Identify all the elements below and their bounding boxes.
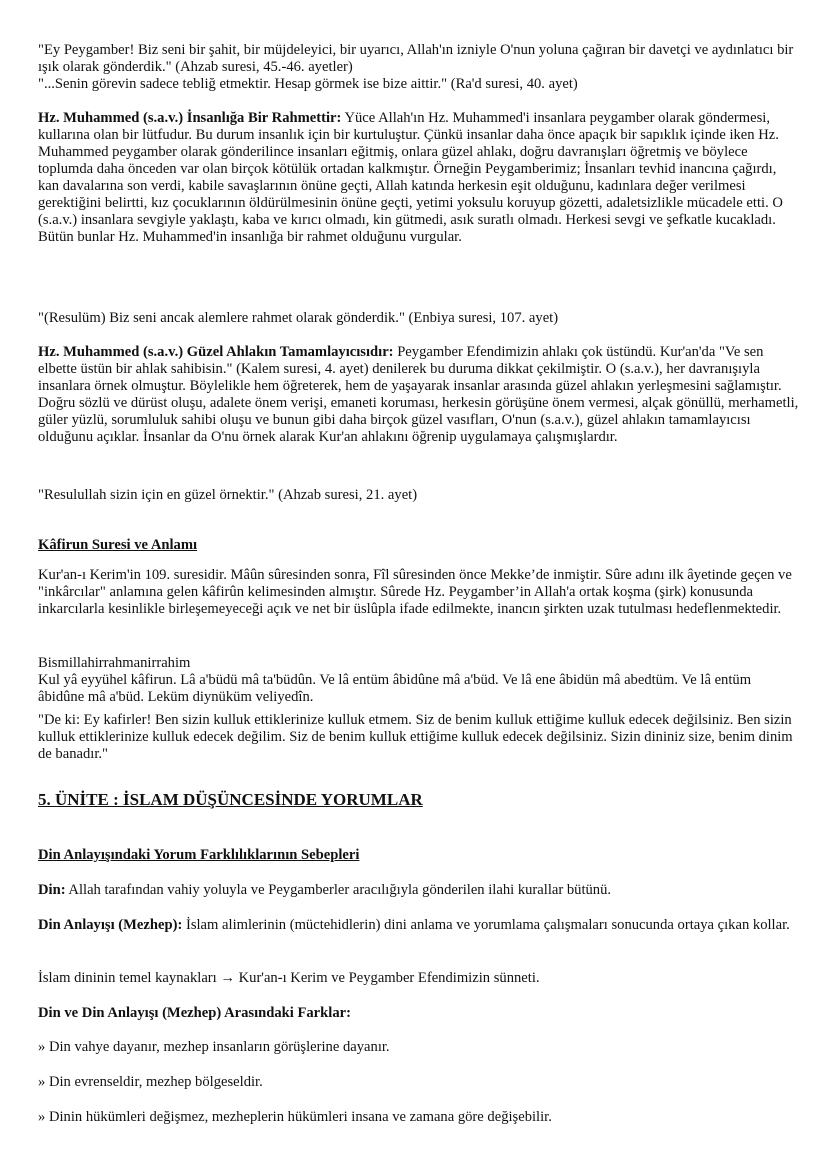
quote-ahzab-21: "Resulullah sizin için en güzel örnektir." (Ahzab suresi, 21. ayet) (38, 487, 418, 503)
quote-rad-40: "...Senin görevin sadece tebliğ etmektir. Hesap görmek ise bize aittir." (Ra'd suresi, 40. ayet) (38, 76, 578, 92)
mezhep-text: İslam alimlerinin (müctehidlerin) dini anlama ve yorumlama çalışmaları sonucunda ortaya çıkan kollar. (182, 917, 790, 933)
sure-arabic-transliteration: Kul yâ eyyühel kâfirun. Lâ a'büdü mâ ta'büdûn. Ve lâ entüm âbidûne mâ a'büd. Ve lâ ene âbidün mâ abedtüm. Ve lâ entüm âbidûne mâ a'büd. Leküm diynüküm veliyedîn. (38, 672, 752, 705)
rahmet-text: Yüce Allah'ın Hz. Muhammed'i insanlara peygamber olarak göndermesi, kullarına olan bir lütfudur. Bu durum insanlık için bir kurtuluştur. Çünkü insanlar daha önce apaçık bir sapıklık içinde iken Hz. Muhammed peygamber olarak gönderilince insanları eğitmiş, onlara güzel ahlakı, doğru davranışları öğretmiş ve böylece toplumda daha önceden var olan birçok kötülük ortadan kalkmıştır. Örneğin Peygamberimiz; İnsanları tevhid inancına çağırdı, kan davalarına son verdi, kabile savaşlarının önüne geçti, Allah katında herkesin eşit olduğunu, kadınlara değer verilmesi gerektiğini belirtti, kız çocuklarının öldürülmesinin önüne geçti, yetimi yoksulu koruyup gözetti, adaletsizlikle mücadele etti. O (s.a.v.) insanlara sevgiyle yaklaştı, kaba ve kırıcı olmadı, kin gütmedi, asık suratlı olmadı. Herkesi sevgi ve şefkatle kucakladı. Bütün bunlar Hz. Muhammed'in insanlığa bir rahmet olduğunu vurgular. (38, 110, 783, 245)
din-text: Allah tarafından vahiy yoluyla ve Peygamberler aracılığıyla gönderilen ilahi kurallar bütünü. (65, 882, 612, 898)
bullet-item: » Dinin hükümleri değişmez, mezheplerin hükümleri insana ve zamana göre değişebilir. (38, 1109, 552, 1125)
sure-meal: "De ki: Ey kafirler! Ben sizin kulluk ettiklerinize kulluk etmem. Siz de benim kulluk ettiğime kulluk edecek değilsiniz. Ben sizin kulluk ettiklerinize kulluk edecek değilim. Siz de benim kulluk ettiğime kulluk edecek değilsiniz. Sizin dininiz size, benim dinim de banadır." (38, 712, 793, 762)
rahmet-title: Hz. Muhammed (s.a.v.) İnsanlığa Bir Rahmettir: (38, 110, 342, 126)
mezhep-title: Din Anlayışı (Mezhep): (38, 917, 183, 933)
ahlak-text: Peygamber Efendimizin ahlakı çok üstündü. Kur'an'da "Ve sen elbette üstün bir ahlak sahibisin." (Kalem suresi, 4. ayet) denilerek bu duruma dikkat çekilmiştir. O (s.a.v.), her davranışıyla insanlara örnek olmuştur. Böylelikle hem öğreterek, hem de yaşayarak insanlar arasında güzel ahlakın yerleşmesini sağlamıştır. Doğru sözlü ve dürüst oluşu, adalete önem verişi, emaneti koruması, herkesin görüşüne önem vermesi, alçak gönüllü, merhametli, güler yüzlü, sorumluluk sahibi oluşu ve bunun gibi daha birçok güzel vasıfları, O'nun (s.a.v.), güzel ahlakın tamamlayıcısı olduğunu açıklar. İnsanlar da O'nu örnek alarak Kur'an ahlakını öğrenip uygulamaya çalışmışlardır. (38, 344, 799, 445)
bullet-item: » Din evrenseldir, mezhep bölgeseldir. (38, 1074, 263, 1090)
paragraph-rahmet (38, 110, 800, 246)
temel-kaynaklar: İslam dininin temel kaynakları → Kur'an-ı Kerim ve Peygamber Efendimizin sünneti. (38, 970, 540, 986)
sebep-heading: Din Anlayışındaki Yorum Farklılıklarının Sebepleri (38, 847, 360, 863)
din-definition (38, 882, 800, 899)
bullet-item: » Din vahye dayanır, mezhep insanların görüşlerine dayanır. (38, 1039, 390, 1055)
din-title: Din: (38, 882, 66, 898)
kafirun-heading: Kâfirun Suresi ve Anlamı (38, 537, 198, 553)
quote-enbiya-107: "(Resulüm) Biz seni ancak alemlere rahmet olarak gönderdik." (Enbiya suresi, 107. ayet) (38, 310, 559, 326)
ahlak-title: Hz. Muhammed (s.a.v.) Güzel Ahlakın Tamamlayıcısıdır: (38, 344, 394, 360)
quote-ahzab-45: "Ey Peygamber! Biz seni bir şahit, bir müjdeleyici, bir uyarıcı, Allah'ın izniyle O'nun yoluna çağıran bir davetçi ve aydınlatıcı bir ışık olarak gönderdik." (Ahzab suresi, 45.-46. ayetler) (38, 42, 794, 75)
paragraph-ahlak (38, 344, 800, 446)
mezhep-definition (38, 917, 800, 934)
farklar-heading: Din ve Din Anlayışı (Mezhep) Arasındaki Farklar: (38, 1005, 351, 1021)
bismillah: Bismillahirrahmanirrahim (38, 655, 191, 671)
kafirun-paragraph: Kur'an-ı Kerim'in 109. suresidir. Mâûn sûresinden sonra, Fîl sûresinden önce Mekke’de inmiştir. Sûre adını ilk âyetinde geçen ve "inkârcılar" anlamına gelen kâfirûn kelimesinden almıştır. Sûrede Hz. Peygamber’in Allah'a ortak koşma (şirk) konusunda inkarcılarla kesinlikle birleşemeyeceği açık ve net bir üslûpla ifade edilmekte, inancın şirkten uzak tutulması hedeflenmektedir. (38, 567, 792, 617)
unit-heading: 5. ÜNİTE : İSLAM DÜŞÜNCESİNDE YORUMLAR (38, 790, 423, 809)
